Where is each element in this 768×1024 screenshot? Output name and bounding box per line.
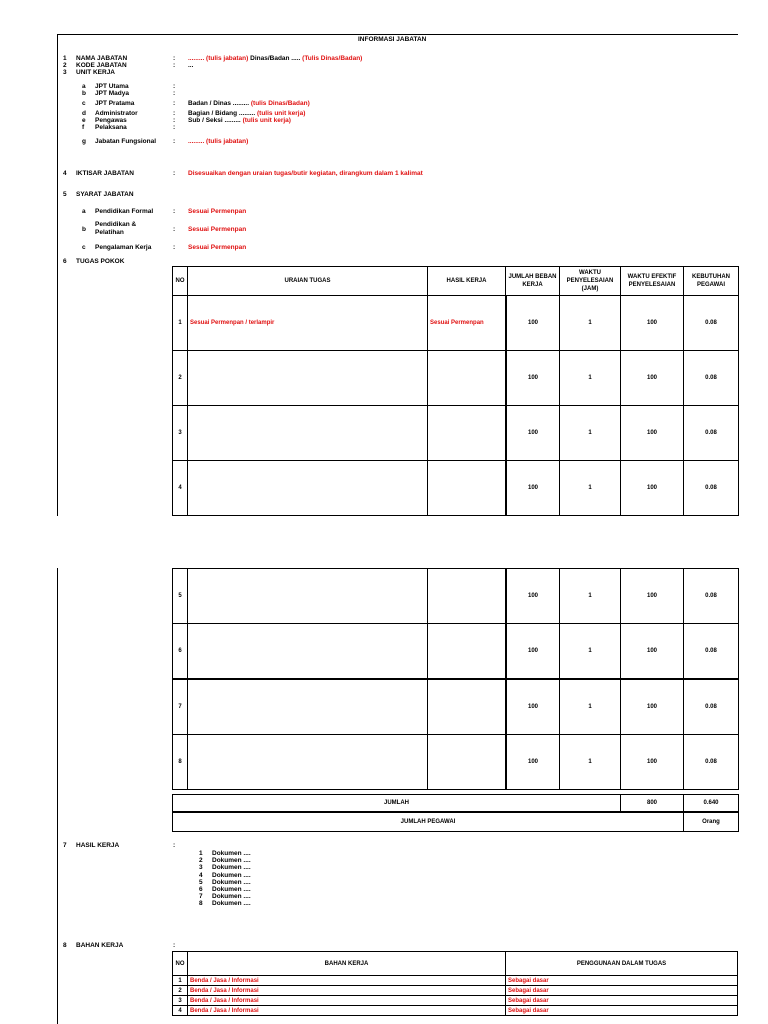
- hasil-number: 3: [199, 864, 203, 872]
- field-ikhtisar-value: Disesuaikan dengan uraian tugas/butir kegiatan, dirangkum dalam 1 kalimat: [188, 170, 423, 177]
- td2-bahan: Benda / Jasa / Informasi: [187, 985, 506, 996]
- td-efektif: 100: [620, 405, 684, 461]
- td2-no: 3: [172, 995, 188, 1006]
- colon: :: [173, 208, 176, 215]
- unit-label: JPT Madya: [95, 90, 129, 97]
- td-hasil: Sesuai Permenpan: [427, 295, 506, 351]
- colon: :: [173, 83, 176, 90]
- td-uraian: [187, 623, 428, 679]
- unit-value: [188, 100, 310, 107]
- page-title: INFORMASI JABATAN: [358, 36, 427, 43]
- td-jumlah: 100: [505, 460, 560, 516]
- unit-letter: a: [82, 83, 86, 90]
- unit-value-text: Sub / Seksi .........: [188, 117, 241, 124]
- top-rule: [57, 34, 738, 35]
- td2-no: 1: [172, 975, 188, 986]
- hasil-number: 2: [199, 857, 203, 865]
- hasil-item: Dokumen ....: [212, 893, 251, 901]
- colon: :: [173, 226, 176, 233]
- unit-label: Administrator: [95, 110, 138, 117]
- field-nama-no: 1: [63, 55, 67, 62]
- td-jumlah: 100: [505, 405, 560, 461]
- td-jumlah: 100: [505, 734, 560, 790]
- td-efektif: 100: [620, 679, 684, 735]
- td-jumlah: 100: [505, 350, 560, 406]
- td-waktu: 1: [559, 350, 621, 406]
- td-kebutuhan: 0.08: [683, 623, 739, 679]
- field-tugas-no: 6: [63, 258, 67, 265]
- td-no: 3: [172, 405, 188, 461]
- left-rule-page2: [57, 568, 58, 1024]
- td-jumlah: 100: [505, 295, 560, 351]
- colon: :: [173, 90, 176, 97]
- td2-bahan: Benda / Jasa / Informasi: [187, 1005, 506, 1016]
- td2-no: 4: [172, 1005, 188, 1016]
- td-hasil: [427, 460, 506, 516]
- unit-label: JPT Pratama: [95, 100, 135, 107]
- td-waktu: 1: [559, 734, 621, 790]
- syarat-letter: a: [82, 208, 86, 215]
- field-nama-hint: ......... (tulis jabatan): [188, 55, 249, 62]
- td-jumlah: 100: [505, 623, 560, 679]
- td2-penggunaan: Sebagai dasar: [505, 985, 738, 996]
- unit-letter: c: [82, 100, 86, 107]
- unit-letter: g: [82, 138, 86, 145]
- hasil-item: Dokumen ....: [212, 900, 251, 908]
- td-waktu: 1: [559, 295, 621, 351]
- syarat-letter: c: [82, 244, 86, 251]
- hasil-number: 5: [199, 878, 203, 886]
- field-ikhtisar-label: IKTISAR JABATAN: [76, 170, 134, 177]
- td-waktu: 1: [559, 623, 621, 679]
- th-waktu: WAKTU PENYELESAIAN (JAM): [559, 266, 621, 296]
- td-kebutuhan: 0.08: [683, 679, 739, 735]
- td-uraian: [187, 734, 428, 790]
- hasil-number: 4: [199, 871, 203, 879]
- td-waktu: 1: [559, 460, 621, 516]
- th-hasil: HASIL KERJA: [427, 266, 506, 296]
- field-syarat-no: 5: [63, 191, 67, 198]
- td-hasil: [427, 350, 506, 406]
- field-tugas-label: TUGAS POKOK: [76, 258, 125, 265]
- td-jumlah: 100: [505, 679, 560, 735]
- th2-no: NO: [172, 951, 188, 976]
- hasil-item: Dokumen ....: [212, 864, 251, 872]
- hasil-number: 6: [199, 886, 203, 893]
- unit-value-hint: (tulis Dinas/Badan): [250, 100, 310, 107]
- colon: :: [173, 170, 176, 177]
- td-kebutuhan: 0.08: [683, 568, 739, 624]
- hasil-item: Dokumen ....: [212, 878, 251, 886]
- td-efektif: 100: [620, 734, 684, 790]
- td-efektif: 100: [620, 350, 684, 406]
- td-no: 1: [172, 295, 188, 351]
- hasil-number: 1: [199, 850, 203, 857]
- left-rule: [57, 34, 58, 516]
- td-hasil: [427, 623, 506, 679]
- td-uraian: [187, 460, 428, 516]
- td-hasil: [427, 568, 506, 624]
- colon: :: [173, 117, 176, 124]
- unit-label: Pengawas: [95, 117, 127, 124]
- td-no: 7: [172, 679, 188, 735]
- unit-value-hint: ......... (tulis jabatan): [188, 138, 249, 145]
- field-nama-dinas: Dinas/Badan .....: [250, 55, 301, 62]
- td2-penggunaan: Sebagai dasar: [505, 1005, 738, 1016]
- field-ikhtisar-no: 4: [63, 170, 67, 177]
- td-no: 5: [172, 568, 188, 624]
- th-no: NO: [172, 266, 188, 296]
- jumlah-efektif: 800: [620, 794, 684, 812]
- unit-value: [188, 117, 291, 124]
- hasil-item: Dokumen ....: [212, 857, 251, 865]
- colon: :: [173, 842, 176, 849]
- td-no: 2: [172, 350, 188, 406]
- field-unit-label: UNIT KERJA: [76, 69, 116, 76]
- td-uraian: [187, 568, 428, 624]
- td-kebutuhan: 0.08: [683, 295, 739, 351]
- th-uraian: URAIAN TUGAS: [187, 266, 428, 296]
- colon: :: [173, 110, 176, 117]
- field-unit-no: 3: [63, 69, 67, 76]
- td-kebutuhan: 0.08: [683, 734, 739, 790]
- td-hasil: [427, 679, 506, 735]
- td-no: 4: [172, 460, 188, 516]
- hasil-item: Dokumen ....: [212, 871, 251, 879]
- unit-value-hint: (tulis unit kerja): [242, 117, 291, 124]
- th2-penggunaan: PENGGUNAAN DALAM TUGAS: [505, 951, 738, 976]
- pegawai-label: JUMLAH PEGAWAI: [172, 812, 684, 832]
- td-uraian: [187, 679, 428, 735]
- td-hasil: [427, 734, 506, 790]
- unit-value-text: Bagian / Bidang .........: [188, 110, 256, 117]
- th-kebutuhan: KEBUTUHAN PEGAWAI: [683, 266, 739, 296]
- unit-value-text: Badan / Dinas .........: [188, 100, 250, 107]
- syarat-value: Sesuai Permenpan: [188, 226, 247, 233]
- unit-letter: f: [82, 124, 85, 131]
- unit-value: [188, 138, 248, 145]
- td2-bahan: Benda / Jasa / Informasi: [187, 995, 506, 1006]
- td-uraian: Sesuai Permenpan / terlampir: [187, 295, 428, 351]
- field-bahan-no: 8: [63, 942, 67, 949]
- colon: :: [173, 124, 176, 131]
- field-bahan-label: BAHAN KERJA: [76, 942, 124, 949]
- colon: :: [173, 244, 176, 251]
- field-kode-no: 2: [63, 62, 67, 69]
- td-waktu: 1: [559, 679, 621, 735]
- td-no: 8: [172, 734, 188, 790]
- th-efektif: WAKTU EFEKTIF PENYELESAIAN: [620, 266, 684, 296]
- td-no: 6: [172, 623, 188, 679]
- syarat-letter: b: [82, 226, 86, 233]
- td-hasil: [427, 405, 506, 461]
- syarat-value: Sesuai Permenpan: [188, 244, 247, 251]
- th2-bahan: BAHAN KERJA: [187, 951, 506, 976]
- td-kebutuhan: 0.08: [683, 405, 739, 461]
- field-nama-value: [188, 55, 362, 62]
- td-efektif: 100: [620, 295, 684, 351]
- hasil-item: Dokumen ....: [212, 886, 251, 893]
- jumlah-kebutuhan: 0.640: [683, 794, 739, 812]
- unit-value-hint: (tulis unit kerja): [257, 110, 306, 117]
- colon: :: [173, 55, 176, 62]
- hasil-number: 8: [199, 900, 203, 908]
- td-kebutuhan: 0.08: [683, 460, 739, 516]
- syarat-label: Pendidikan & Pelatihan: [95, 221, 137, 236]
- unit-letter: b: [82, 90, 86, 97]
- jumlah-label: JUMLAH: [172, 794, 621, 812]
- td-jumlah: 100: [505, 568, 560, 624]
- td-uraian: [187, 350, 428, 406]
- unit-label: Jabatan Fungsional: [95, 138, 157, 145]
- td2-no: 2: [172, 985, 188, 996]
- field-kode-value: ...: [188, 62, 194, 69]
- td-waktu: 1: [559, 568, 621, 624]
- unit-label: Pelaksana: [95, 124, 127, 131]
- unit-label: JPT Utama: [95, 83, 129, 90]
- td2-penggunaan: Sebagai dasar: [505, 975, 738, 986]
- td-efektif: 100: [620, 460, 684, 516]
- field-kode-label: KODE JABATAN: [76, 62, 127, 69]
- syarat-label: Pendidikan Formal: [95, 208, 154, 215]
- td-waktu: 1: [559, 405, 621, 461]
- hasil-number: 7: [199, 893, 203, 901]
- colon: :: [173, 138, 176, 145]
- td2-bahan: Benda / Jasa / Informasi: [187, 975, 506, 986]
- unit-letter: d: [82, 110, 86, 117]
- td-uraian: [187, 405, 428, 461]
- colon: :: [173, 62, 176, 69]
- colon: :: [173, 100, 176, 107]
- field-nama-label: NAMA JABATAN: [76, 55, 128, 62]
- colon: :: [173, 942, 176, 949]
- unit-letter: e: [82, 117, 86, 124]
- field-hasil-label: HASIL KERJA: [76, 842, 120, 849]
- field-nama-hint2: (Tulis Dinas/Badan): [302, 55, 363, 62]
- syarat-label: Pengalaman Kerja: [95, 244, 152, 251]
- hasil-item: Dokumen ....: [212, 850, 251, 857]
- syarat-value: Sesuai Permenpan: [188, 208, 247, 215]
- td-kebutuhan: 0.08: [683, 350, 739, 406]
- field-hasil-no: 7: [63, 842, 67, 849]
- td-efektif: 100: [620, 623, 684, 679]
- td-efektif: 100: [620, 568, 684, 624]
- th-jumlah: JUMLAH BEBAN KERJA: [505, 266, 560, 296]
- td2-penggunaan: Sebagai dasar: [505, 995, 738, 1006]
- pegawai-value: Orang: [683, 812, 739, 832]
- unit-value: [188, 110, 305, 117]
- field-syarat-label: SYARAT JABATAN: [76, 191, 134, 198]
